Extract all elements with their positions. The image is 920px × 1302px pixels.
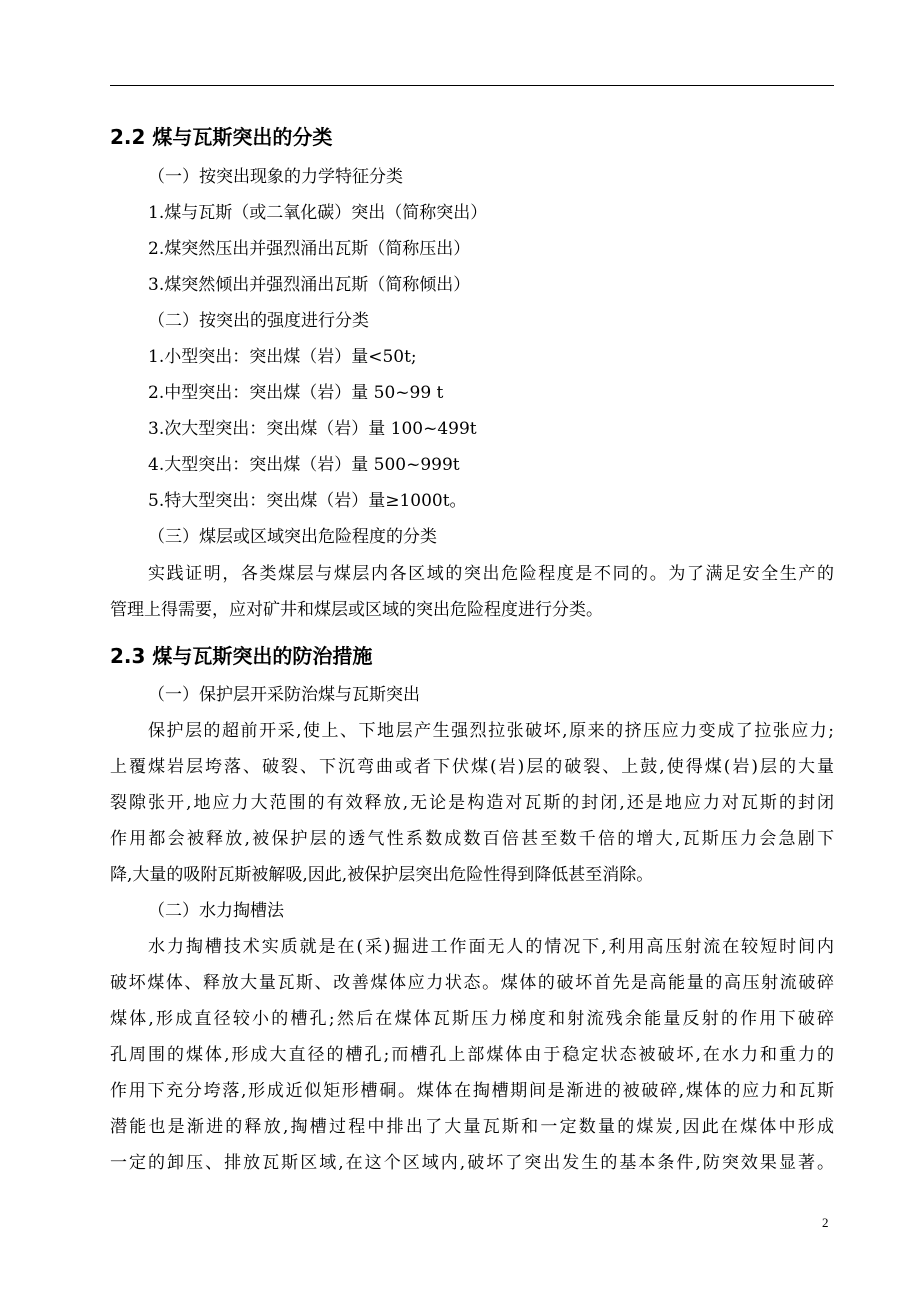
list-item: 5.特大型突出：突出煤（岩）量≥1000t。 [148,491,467,511]
subheading-mechanical-classification: （一）按突出现象的力学特征分类 [148,167,403,187]
paragraph-line: 潜能也是渐进的释放,掏槽过程中排出了大量瓦斯和一定数量的煤炭,因此在煤体中形成 [110,1117,834,1137]
subheading-danger-classification: （三）煤层或区域突出危险程度的分类 [148,527,437,547]
list-item: 3.煤突然倾出并强烈涌出瓦斯（简称倾出） [148,275,471,295]
list-item: 4.大型突出：突出煤（岩）量 500~999t [148,455,460,475]
list-item: 3.次大型突出：突出煤（岩）量 100~499t [148,419,477,439]
section-heading-2-3: 2.3 煤与瓦斯突出的防治措施 [110,644,373,668]
paragraph-line: 降,大量的吸附瓦斯被解吸,因此,被保护层突出危险性得到降低甚至消除。 [110,865,654,885]
paragraph-line: 上覆煤岩层垮落、破裂、下沉弯曲或者下伏煤(岩)层的破裂、上鼓,使得煤(岩)层的大量 [110,757,834,777]
paragraph-line: 孔周围的煤体,形成大直径的槽孔;而槽孔上部煤体由于稳定状态被破坏,在水力和重力的 [110,1045,834,1065]
subheading-hydraulic-slotting: （二）水力掏槽法 [148,901,284,921]
section-heading-2-2: 2.2 煤与瓦斯突出的分类 [110,125,333,149]
paragraph-line: 作用都会被释放,被保护层的透气性系数成数百倍甚至数千倍的增大,瓦斯压力会急剧下 [110,829,834,849]
page-number: 2 [822,1215,829,1230]
paragraph-line: 煤体,形成直径较小的槽孔;然后在煤体瓦斯压力梯度和射流残余能量反射的作用下破碎 [110,1009,834,1029]
paragraph-line: 实践证明，各类煤层与煤层内各区域的突出危险程度是不同的。为了满足安全生产的 [148,564,834,584]
subheading-protective-layer: （一）保护层开采防治煤与瓦斯突出 [148,685,420,705]
paragraph-line: 一定的卸压、排放瓦斯区域,在这个区域内,破坏了突出发生的基本条件,防突效果显著。 [110,1153,834,1173]
paragraph-line: 破坏煤体、释放大量瓦斯、改善煤体应力状态。煤体的破坏首先是高能量的高压射流破碎 [110,973,834,993]
paragraph-line: 保护层的超前开采,使上、下地层产生强烈拉张破坏,原来的挤压应力变成了拉张应力; [148,721,834,741]
paragraph-line: 裂隙张开,地应力大范围的有效释放,无论是构造对瓦斯的封闭,还是地应力对瓦斯的封闭 [110,793,834,813]
list-item: 2.中型突出：突出煤（岩）量 50~99 t [148,383,444,403]
paragraph-line: 作用下充分垮落,形成近似矩形槽硐。煤体在掏槽期间是渐进的被破碎,煤体的应力和瓦斯 [110,1081,834,1101]
list-item: 2.煤突然压出并强烈涌出瓦斯（简称压出） [148,239,471,259]
list-item: 1.煤与瓦斯（或二氧化碳）突出（简称突出） [148,203,488,223]
list-item: 1.小型突出：突出煤（岩）量<50t; [148,347,417,367]
paragraph-line: 管理上得需要，应对矿井和煤层或区域的突出危险程度进行分类。 [110,600,603,620]
header-rule [110,85,834,86]
subheading-intensity-classification: （二）按突出的强度进行分类 [148,311,369,331]
paragraph-line: 水力掏槽技术实质就是在(采)掘进工作面无人的情况下,利用高压射流在较短时间内 [148,937,834,957]
